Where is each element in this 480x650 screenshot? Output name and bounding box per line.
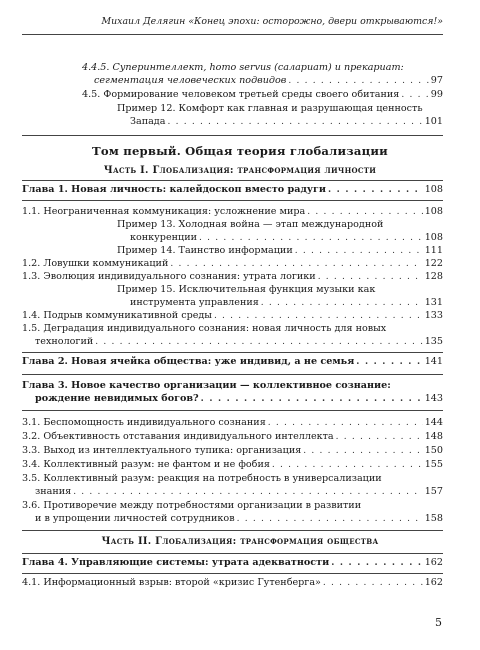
dot-leader — [323, 577, 423, 590]
toc-page: 150 — [424, 445, 443, 456]
toc-entry-text: 3.3. Выход из интеллектуального тупика: организация — [22, 445, 302, 456]
part-title: Часть I. Глобализация: трансформация личности — [103, 165, 377, 176]
toc-entry — [22, 445, 443, 458]
toc-page: 157 — [424, 486, 443, 497]
toc-entry — [130, 232, 443, 245]
part-title: Часть II. Глобализация: трансформация общества — [101, 536, 379, 547]
dot-leader — [201, 393, 423, 406]
toc-entry — [82, 89, 443, 102]
toc-page: 99 — [430, 89, 443, 100]
chapter-title: Глава 2. Новая ячейка общества: уже индивид, а не семья — [22, 356, 355, 367]
dot-leader — [214, 310, 423, 323]
section-rule — [22, 200, 443, 201]
toc-entry-text: Пример 15. Исключительная функция музыки как — [117, 284, 376, 295]
toc-page: 162 — [424, 557, 443, 568]
toc-entry-text: Пример 12. Комфорт как главная и разрушающая ценность — [117, 103, 423, 114]
dot-leader — [95, 336, 422, 349]
toc-page: 144 — [424, 417, 443, 428]
chapter-title: рождение невидимых богов? — [35, 393, 199, 404]
toc-entry-text: знания — [35, 486, 72, 497]
chapter-entry — [22, 184, 443, 197]
toc-entry-text: Запада — [130, 116, 166, 127]
toc-page: 131 — [424, 297, 443, 308]
dot-leader — [170, 258, 422, 271]
toc-entry-text: 4.1. Информационный взрыв: второй «кризис Гутенберга» — [22, 577, 321, 588]
chapter-entry — [22, 356, 443, 369]
toc-page: 97 — [430, 75, 443, 86]
dot-leader — [336, 431, 423, 444]
toc-entry — [22, 258, 443, 271]
toc-page: 158 — [424, 513, 443, 524]
dot-leader — [199, 232, 423, 245]
toc-entry-text: 4.4.5. Суперинтеллект, homo servus (салариат) и прекариат: — [82, 62, 404, 73]
toc-entry-text: 1.5. Деградация индивидуального сознания: новая личность для новых — [22, 323, 387, 334]
dot-leader — [401, 89, 428, 102]
toc-entry — [130, 297, 443, 310]
toc-entry — [22, 206, 443, 219]
dot-leader — [167, 116, 422, 129]
toc-page: 162 — [424, 577, 443, 588]
section-rule — [22, 180, 443, 181]
dot-leader — [318, 271, 423, 284]
dot-leader — [331, 557, 422, 570]
toc-entry-text: инструмента управления — [130, 297, 259, 308]
toc-entry — [35, 486, 443, 499]
toc-page: 101 — [424, 116, 443, 127]
toc-page: 108 — [424, 232, 443, 243]
section-rule — [22, 135, 443, 136]
toc-entry — [22, 271, 443, 284]
volume-title: Том первый. Общая теория глобализации — [92, 144, 388, 158]
section-rule — [22, 553, 443, 554]
chapter-title: Глава 3. Новое качество организации — коллективное сознание: — [22, 380, 391, 391]
toc-entry-text: 3.6. Противоречие между потребностями организации в развитии — [22, 500, 362, 511]
toc-entry — [35, 513, 443, 526]
dot-leader — [356, 356, 422, 369]
toc-page: 122 — [424, 258, 443, 269]
toc-page: 133 — [424, 310, 443, 321]
toc-entry-text: и в упрощении личностей сотрудников — [35, 513, 235, 524]
dot-leader — [272, 459, 423, 472]
toc-entry-text: сегментация человеческих подвидов — [94, 75, 287, 86]
dot-leader — [295, 245, 423, 258]
toc-entry-text: конкуренции — [130, 232, 197, 243]
toc-entry — [22, 459, 443, 472]
running-header: Михаил Делягин «Конец эпохи: осторожно, двери открываются!» — [101, 16, 443, 27]
toc-entry-text: Пример 14. Таинство информации — [117, 245, 293, 256]
dot-leader — [261, 297, 423, 310]
dot-leader — [303, 445, 422, 458]
section-rule — [22, 352, 443, 353]
chapter-entry — [35, 393, 443, 406]
toc-entry-text: 3.2. Объективность отставания индивидуального интеллекта — [22, 431, 334, 442]
chapter-entry — [22, 557, 443, 570]
toc-entry-text: 1.1. Неограниченная коммуникация: усложнение мира — [22, 206, 306, 217]
toc-entry-text: 1.3. Эволюция индивидуального сознания: утрата логики — [22, 271, 316, 282]
dot-leader — [307, 206, 422, 219]
section-rule — [22, 410, 443, 411]
toc-entry-text: 3.1. Беспомощность индивидуального сознания — [22, 417, 266, 428]
toc-page: 111 — [424, 245, 443, 256]
toc-page: 148 — [424, 431, 443, 442]
toc-entry — [35, 336, 443, 349]
toc-entry-text: 3.4. Коллективный разум: не фантом и не фобия — [22, 459, 270, 470]
section-rule — [22, 573, 443, 574]
toc-entry-text: 4.5. Формирование человеком третьей среды своего обитания — [82, 89, 400, 100]
toc-entry-text: технологий — [35, 336, 94, 347]
dot-leader — [73, 486, 423, 499]
section-rule — [22, 530, 443, 531]
toc-entry-text: 1.4. Подрыв коммуникативной среды — [22, 310, 212, 321]
dot-leader — [237, 513, 423, 526]
toc-entry-text: Пример 13. Холодная война — этап международной — [117, 219, 384, 230]
toc-page: 108 — [424, 206, 443, 217]
toc-page: 155 — [424, 459, 443, 470]
toc-page: 143 — [424, 393, 443, 404]
dot-leader — [288, 75, 428, 88]
toc-entry — [22, 310, 443, 323]
header-rule — [22, 34, 443, 35]
section-rule — [22, 374, 443, 375]
page-number: 5 — [435, 616, 442, 629]
dot-leader — [268, 417, 423, 430]
toc-entry — [22, 577, 443, 590]
toc-page: 108 — [424, 184, 443, 195]
chapter-title: Глава 1. Новая личность: калейдоскоп вместо радуги — [22, 184, 326, 195]
chapter-title: Глава 4. Управляющие системы: утрата адекватности — [22, 557, 330, 568]
toc-entry-text: 3.5. Коллективный разум: реакция на потребность в универсализации — [22, 473, 382, 484]
toc-entry — [117, 245, 443, 258]
toc-entry — [94, 75, 443, 88]
toc-page: 128 — [424, 271, 443, 282]
dot-leader — [328, 184, 423, 197]
toc-entry-text: 1.2. Ловушки коммуникаций — [22, 258, 169, 269]
toc-entry — [130, 116, 443, 129]
toc-entry — [22, 431, 443, 444]
toc-page: 135 — [424, 336, 443, 347]
toc-page: 141 — [424, 356, 443, 367]
toc-entry — [22, 417, 443, 430]
